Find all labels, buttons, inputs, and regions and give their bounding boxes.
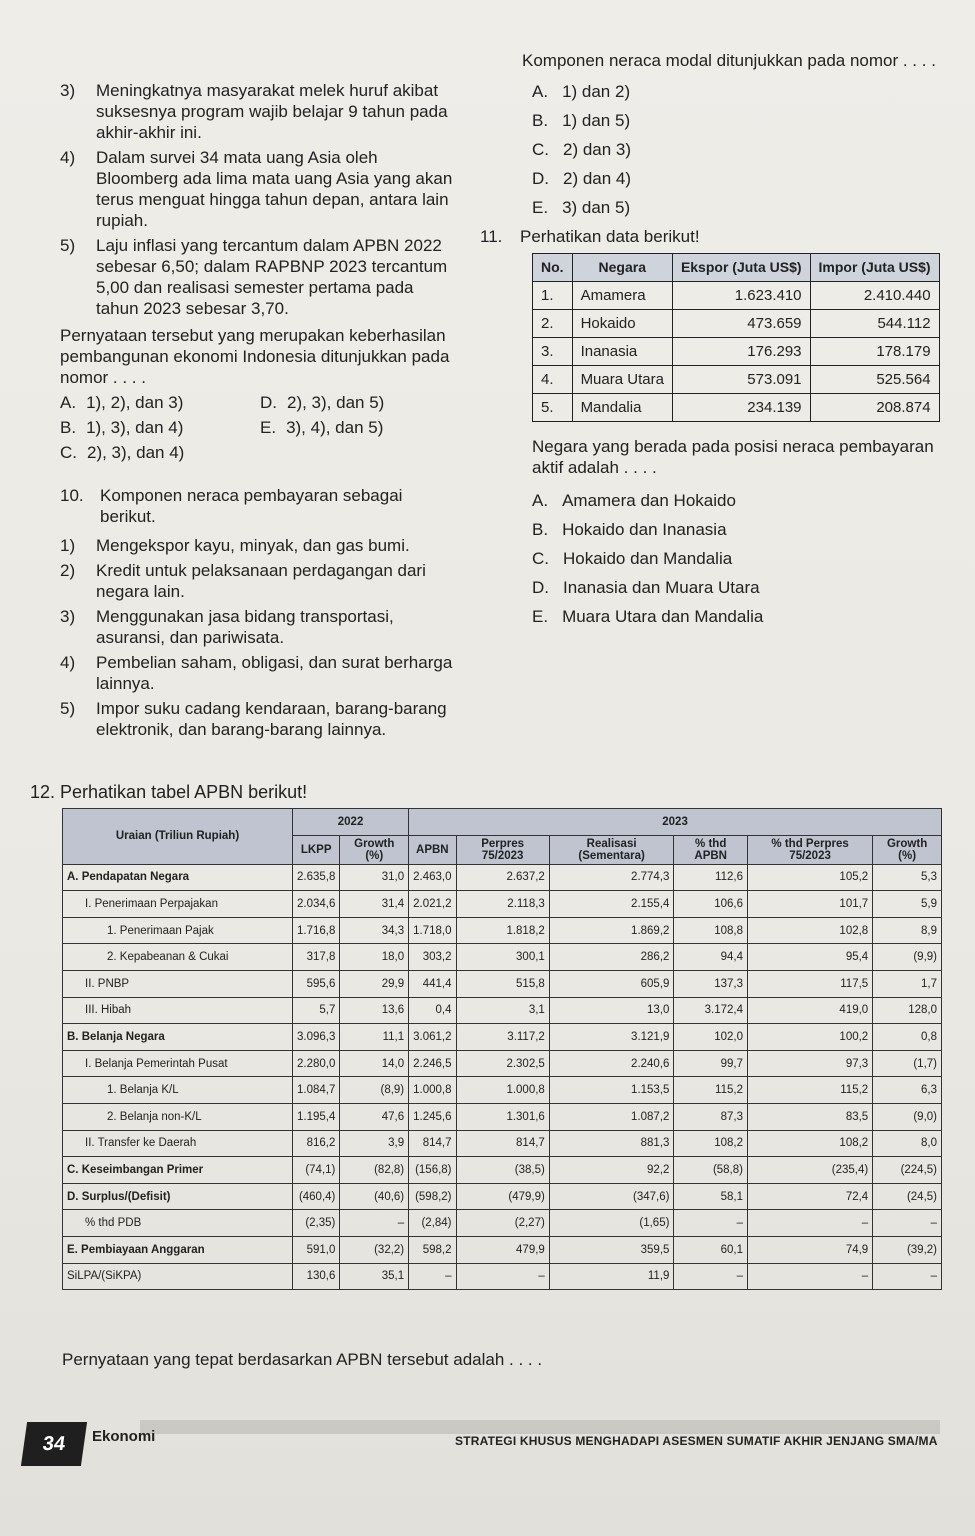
table-cell: 605,9 [549, 970, 674, 997]
footer-bar [140, 1420, 940, 1434]
table-cell: 359,5 [549, 1236, 674, 1263]
table-cell: 2.246,5 [409, 1050, 456, 1077]
table-cell: 814,7 [456, 1130, 549, 1157]
table-cell: – [456, 1263, 549, 1290]
page-number: 34 [21, 1422, 87, 1466]
table-cell: 60,1 [674, 1236, 748, 1263]
table-row [63, 1103, 942, 1130]
table-cell: Mandalia [572, 394, 672, 422]
q10-option-e[interactable]: E. 3) dan 5) [532, 198, 631, 217]
table-cell: 3. [533, 338, 573, 366]
table-cell: 2.637,2 [456, 864, 549, 891]
table-cell: 137,3 [674, 970, 748, 997]
table-cell: 1.623.410 [672, 282, 810, 310]
table-cell: 544.112 [810, 310, 939, 338]
table-row [63, 1210, 942, 1237]
header-apbn: APBN [409, 835, 456, 864]
table-row [63, 1130, 942, 1157]
table-cell: 0,8 [873, 1024, 942, 1051]
table-cell: 83,5 [747, 1103, 872, 1130]
table-cell: 3.121,9 [549, 1024, 674, 1051]
table-cell: 14,0 [340, 1050, 409, 1077]
table-cell: 1.818,2 [456, 917, 549, 944]
header-impor: Impor (Juta US$) [810, 254, 939, 282]
table-cell: 8,9 [873, 917, 942, 944]
table-cell: II. PNBP [63, 970, 293, 997]
table-cell: 1.718,0 [409, 917, 456, 944]
table-cell: 5. [533, 394, 573, 422]
table-cell: 29,9 [340, 970, 409, 997]
table-cell: 1.301,6 [456, 1103, 549, 1130]
table-cell: – [873, 1263, 942, 1290]
table-cell: 1.087,2 [549, 1103, 674, 1130]
q9-option-a[interactable]: A. 1), 2), dan 3) [60, 393, 184, 412]
table-cell: 100,2 [747, 1024, 872, 1051]
table-cell: 178.179 [810, 338, 939, 366]
header-growth-2023: Growth (%) [873, 835, 942, 864]
table-cell: 1. [533, 282, 573, 310]
table-row [533, 282, 940, 310]
table-cell: 1.084,7 [293, 1077, 340, 1104]
right-column [480, 40, 950, 635]
footer-subject: Ekonomi [92, 1428, 156, 1445]
table-cell: 115,2 [747, 1077, 872, 1104]
table-cell: 598,2 [409, 1236, 456, 1263]
table-cell: 2. Kepabeanan & Cukai [63, 944, 293, 971]
q9-option-d[interactable]: D. 2), 3), dan 5) [260, 393, 385, 412]
table-cell: 31,0 [340, 864, 409, 891]
table-cell: 2.118,3 [456, 891, 549, 918]
table-row [63, 1236, 942, 1263]
table-cell: III. Hibah [63, 997, 293, 1024]
table-cell: D. Surplus/(Defisit) [63, 1183, 293, 1210]
table-cell: 2.463,0 [409, 864, 456, 891]
header-2022: 2022 [293, 809, 409, 836]
table-cell: 2.155,4 [549, 891, 674, 918]
q11-question: Negara yang berada pada posisi neraca pembayaran aktif adalah . . . . [532, 437, 934, 477]
table-cell: 1.000,8 [456, 1077, 549, 1104]
table-row [63, 1263, 942, 1290]
statement-4: 4) Dalam survei 34 mata uang Asia oleh Bloomberg ada lima mata uang Asia yang akan terus menguat hingga tahun depan, antara lain rupiah. [60, 148, 453, 230]
table-cell: (38,5) [456, 1157, 549, 1184]
table-cell: 881,3 [549, 1130, 674, 1157]
table-cell: (9,9) [873, 944, 942, 971]
header-ekspor: Ekspor (Juta US$) [672, 254, 810, 282]
table-cell: 115,2 [674, 1077, 748, 1104]
table-cell: 101,7 [747, 891, 872, 918]
table-cell: E. Pembiayaan Anggaran [63, 1236, 293, 1263]
q10-item-5: 5) Impor suku cadang kendaraan, barang-barang elektronik, dan barang-barang lainnya. [60, 699, 447, 739]
header-perpres: Perpres 75/2023 [456, 835, 549, 864]
table-cell: 31,4 [340, 891, 409, 918]
table-cell: 13,6 [340, 997, 409, 1024]
table-cell: 13,0 [549, 997, 674, 1024]
table-cell: 72,4 [747, 1183, 872, 1210]
header-negara: Negara [572, 254, 672, 282]
q9-option-b[interactable]: B. 1), 3), dan 4) [60, 418, 184, 437]
table-cell: 102,0 [674, 1024, 748, 1051]
table-cell: I. Belanja Pemerintah Pusat [63, 1050, 293, 1077]
table-row [63, 1183, 942, 1210]
table-row [63, 891, 942, 918]
header-lkpp: LKPP [293, 835, 340, 864]
table-cell: 573.091 [672, 366, 810, 394]
table-cell: 8,0 [873, 1130, 942, 1157]
q12-question: Pernyataan yang tepat berdasarkan APBN tersebut adalah . . . . [62, 1350, 543, 1369]
table-cell: 130,6 [293, 1263, 340, 1290]
q10-option-c[interactable]: C. 2) dan 3) [532, 140, 632, 159]
table-cell: 74,9 [747, 1236, 872, 1263]
table-cell: – [747, 1210, 872, 1237]
table-cell: 11,1 [340, 1024, 409, 1051]
table-cell: (2,27) [456, 1210, 549, 1237]
q11-stem: 11. Perhatikan data berikut! [480, 227, 700, 246]
apbn-table [62, 808, 942, 1290]
q9-option-c[interactable]: C. 2), 3), dan 4) [60, 443, 185, 462]
table-cell: 479,9 [456, 1236, 549, 1263]
table-cell: 4. [533, 366, 573, 394]
table-cell: 5,9 [873, 891, 942, 918]
q10-stem-2: Komponen neraca modal ditunjukkan pada nomor . . . . [522, 51, 936, 70]
left-column [60, 80, 460, 744]
table-row [63, 864, 942, 891]
table-cell: 1. Belanja K/L [63, 1077, 293, 1104]
table-cell: 2.410.440 [810, 282, 939, 310]
table-cell: 2.021,2 [409, 891, 456, 918]
table-cell: 108,8 [674, 917, 748, 944]
table-cell: 814,7 [409, 1130, 456, 1157]
table-cell: 176.293 [672, 338, 810, 366]
table-cell: 2.774,3 [549, 864, 674, 891]
table-cell: (460,4) [293, 1183, 340, 1210]
table-cell: 473.659 [672, 310, 810, 338]
table-cell: C. Keseimbangan Primer [63, 1157, 293, 1184]
table-cell: 0,4 [409, 997, 456, 1024]
table-cell: (58,8) [674, 1157, 748, 1184]
table-row [533, 394, 940, 422]
table-cell: 3,1 [456, 997, 549, 1024]
table-cell: 108,2 [674, 1130, 748, 1157]
table-cell: 92,2 [549, 1157, 674, 1184]
table-row [63, 970, 942, 997]
table-row [63, 917, 942, 944]
q9-option-e[interactable]: E. 3), 4), dan 5) [260, 418, 384, 437]
q11-option-b[interactable]: B. Hokaido dan Inanasia [532, 520, 727, 539]
q10-item-3: 3) Menggunakan jasa bidang transportasi, asuransi, dan pariwisata. [60, 607, 394, 647]
table-cell: Hokaido [572, 310, 672, 338]
table-cell: 2.240,6 [549, 1050, 674, 1077]
q10-stem: 10. Komponen neraca pembayaran sebagai berikut. [60, 486, 403, 526]
table-cell: (40,6) [340, 1183, 409, 1210]
table-cell: SiLPA/(SiKPA) [63, 1263, 293, 1290]
statement-3: 3) Meningkatnya masyarakat melek huruf akibat suksesnya program wajib belajar 9 tahun pada akhir-akhir ini. [60, 81, 448, 142]
q11-option-a[interactable]: A. Amamera dan Hokaido [532, 491, 736, 510]
table-cell: 1.869,2 [549, 917, 674, 944]
header-pct-perpres: % thd Perpres 75/2023 [747, 835, 872, 864]
table-cell: 1. Penerimaan Pajak [63, 917, 293, 944]
table-cell: 5,3 [873, 864, 942, 891]
header-uraian: Uraian (Triliun Rupiah) [63, 809, 293, 865]
table-cell: 58,1 [674, 1183, 748, 1210]
table-cell: 208.874 [810, 394, 939, 422]
q10-item-2: 2) Kredit untuk pelaksanaan perdagangan dari negara lain. [60, 561, 426, 601]
table-cell: 34,3 [340, 917, 409, 944]
table-cell: 1.245,6 [409, 1103, 456, 1130]
table-cell: 419,0 [747, 997, 872, 1024]
table-cell: (9,0) [873, 1103, 942, 1130]
table-cell: (39,2) [873, 1236, 942, 1263]
q10-option-d[interactable]: D. 2) dan 4) [532, 169, 632, 188]
table-cell: % thd PDB [63, 1210, 293, 1237]
table-cell: (74,1) [293, 1157, 340, 1184]
table-cell: II. Transfer ke Daerah [63, 1130, 293, 1157]
header-pct-apbn: % thd APBN [674, 835, 748, 864]
table-cell: 1.195,4 [293, 1103, 340, 1130]
table-row [533, 366, 940, 394]
table-cell: 87,3 [674, 1103, 748, 1130]
table-cell: 2.034,6 [293, 891, 340, 918]
table-cell: (1,65) [549, 1210, 674, 1237]
q11-option-e[interactable]: E. Muara Utara dan Mandalia [532, 607, 764, 626]
table-cell: – [409, 1263, 456, 1290]
table-cell: I. Penerimaan Perpajakan [63, 891, 293, 918]
table-cell: 2. Belanja non-K/L [63, 1103, 293, 1130]
table-cell: – [674, 1210, 748, 1237]
table-cell: 1.000,8 [409, 1077, 456, 1104]
table-cell: 102,8 [747, 917, 872, 944]
table-cell: 95,4 [747, 944, 872, 971]
header-2023: 2023 [409, 809, 942, 836]
table-cell: 3.061,2 [409, 1024, 456, 1051]
table-cell: 3.117,2 [456, 1024, 549, 1051]
table-cell: (2,84) [409, 1210, 456, 1237]
table-cell: (1,7) [873, 1050, 942, 1077]
table-cell: Muara Utara [572, 366, 672, 394]
table-cell: (156,8) [409, 1157, 456, 1184]
table-cell: 441,4 [409, 970, 456, 997]
table-cell: 99,7 [674, 1050, 748, 1077]
table-cell: 2.280,0 [293, 1050, 340, 1077]
header-no: No. [533, 254, 573, 282]
table-row [533, 338, 940, 366]
table-cell: 1.716,8 [293, 917, 340, 944]
header-realisasi: Realisasi (Sementara) [549, 835, 674, 864]
trade-table-header [533, 254, 940, 282]
table-cell: A. Pendapatan Negara [63, 864, 293, 891]
table-cell: B. Belanja Negara [63, 1024, 293, 1051]
table-cell: (82,8) [340, 1157, 409, 1184]
table-cell: 97,3 [747, 1050, 872, 1077]
table-cell: 515,8 [456, 970, 549, 997]
table-cell: (24,5) [873, 1183, 942, 1210]
table-cell: 317,8 [293, 944, 340, 971]
table-cell: 35,1 [340, 1263, 409, 1290]
table-cell: 300,1 [456, 944, 549, 971]
q9-stem: Pernyataan tersebut yang merupakan keberhasilan pembangunan ekonomi Indonesia ditunjukkan pada nomor . . . . [60, 326, 450, 387]
table-cell: (32,2) [340, 1236, 409, 1263]
table-cell: 117,5 [747, 970, 872, 997]
table-cell: 108,2 [747, 1130, 872, 1157]
table-row [63, 997, 942, 1024]
apbn-header-row-1 [63, 809, 942, 836]
table-cell: Inanasia [572, 338, 672, 366]
table-cell: 94,4 [674, 944, 748, 971]
q12-title: 12. Perhatikan tabel APBN berikut! [30, 782, 308, 802]
q10-option-a[interactable]: A. 1) dan 2) [532, 82, 631, 101]
table-row [533, 310, 940, 338]
table-cell: 595,6 [293, 970, 340, 997]
table-cell: – [747, 1263, 872, 1290]
statement-5: 5) Laju inflasi yang tercantum dalam APBN 2022 sebesar 6,50; dalam RAPBNP 2023 tercantum 5,00 dan realisasi semester pertama pada tahun 2023 sebesar 3,70. [60, 236, 448, 318]
table-cell: 303,2 [409, 944, 456, 971]
table-cell: (8,9) [340, 1077, 409, 1104]
table-cell: 591,0 [293, 1236, 340, 1263]
table-cell: – [340, 1210, 409, 1237]
footer-title: STRATEGI KHUSUS MENGHADAPI ASESMEN SUMATIF AKHIR JENJANG SMA/MA [455, 1434, 938, 1448]
table-cell: – [873, 1210, 942, 1237]
header-growth-2022: Growth (%) [340, 835, 409, 864]
table-cell: 6,3 [873, 1077, 942, 1104]
table-cell: (235,4) [747, 1157, 872, 1184]
table-cell: 112,6 [674, 864, 748, 891]
table-cell: 816,2 [293, 1130, 340, 1157]
q10-item-4: 4) Pembelian saham, obligasi, dan surat berharga lainnya. [60, 653, 453, 693]
table-cell: 5,7 [293, 997, 340, 1024]
table-cell: 3.172,4 [674, 997, 748, 1024]
table-row [63, 1024, 942, 1051]
table-cell: 2.302,5 [456, 1050, 549, 1077]
table-cell: – [674, 1263, 748, 1290]
table-cell: (224,5) [873, 1157, 942, 1184]
table-row [63, 1157, 942, 1184]
q11-option-d[interactable]: D. Inanasia dan Muara Utara [532, 578, 760, 597]
table-cell: 3.096,3 [293, 1024, 340, 1051]
table-cell: 1,7 [873, 970, 942, 997]
table-cell: 2.635,8 [293, 864, 340, 891]
table-cell: 11,9 [549, 1263, 674, 1290]
table-cell: (2,35) [293, 1210, 340, 1237]
table-cell: 18,0 [340, 944, 409, 971]
q9-options [60, 392, 460, 463]
table-cell: 286,2 [549, 944, 674, 971]
table-cell: (598,2) [409, 1183, 456, 1210]
table-row [63, 1050, 942, 1077]
table-cell: 525.564 [810, 366, 939, 394]
table-cell: (479,9) [456, 1183, 549, 1210]
table-cell: 105,2 [747, 864, 872, 891]
q10-item-1: 1) Mengekspor kayu, minyak, dan gas bumi. [60, 536, 410, 555]
table-cell: 3,9 [340, 1130, 409, 1157]
table-cell: (347,6) [549, 1183, 674, 1210]
table-cell: 47,6 [340, 1103, 409, 1130]
trade-table [532, 253, 940, 422]
table-cell: 106,6 [674, 891, 748, 918]
q10-option-b[interactable]: B. 1) dan 5) [532, 111, 631, 130]
table-cell: 1.153,5 [549, 1077, 674, 1104]
table-row [63, 1077, 942, 1104]
table-cell: 234.139 [672, 394, 810, 422]
q11-option-c[interactable]: C. Hokaido dan Mandalia [532, 549, 733, 568]
table-row [63, 944, 942, 971]
table-cell: Amamera [572, 282, 672, 310]
table-cell: 128,0 [873, 997, 942, 1024]
table-cell: 2. [533, 310, 573, 338]
